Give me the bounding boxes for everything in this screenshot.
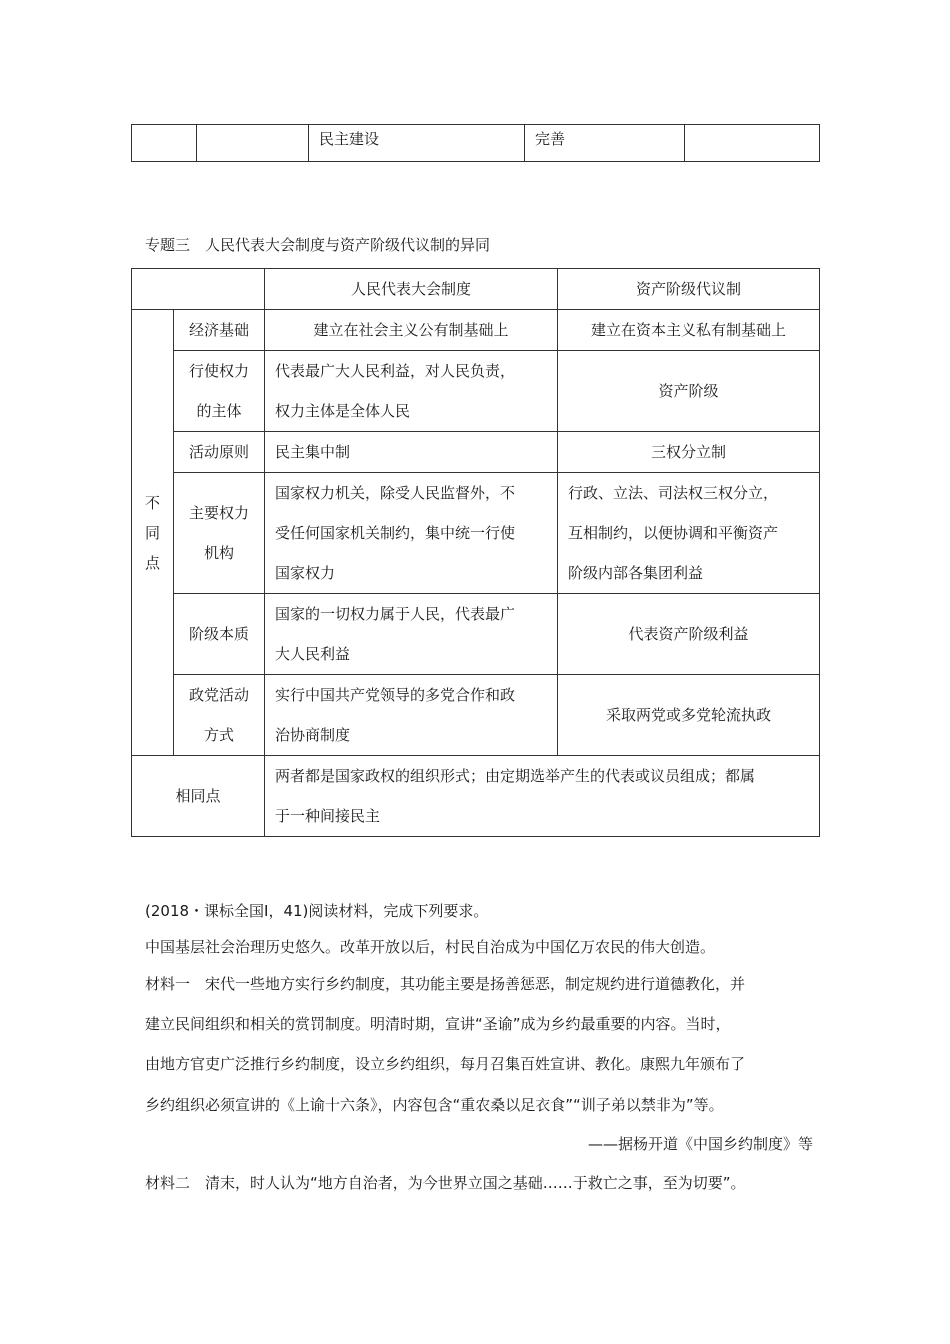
- row-label: [174, 351, 265, 432]
- row-label-line: 活动原则: [188, 443, 249, 461]
- common-label: 相同点: [132, 756, 265, 837]
- common-cell: [265, 756, 820, 837]
- table-row: [132, 675, 820, 756]
- cell-line: 于一种间接民主: [275, 807, 381, 825]
- table-row: [132, 125, 820, 162]
- cell-line: 阶级内部各集团利益: [568, 564, 704, 582]
- table-cell: [685, 125, 820, 162]
- cell-line: 两者都是国家政权的组织形式；由定期选举产生的代表或议员组成；都属: [275, 767, 756, 785]
- table-cell: [197, 125, 309, 162]
- table-row: [132, 432, 820, 473]
- cell-line: 互相制约，以便协调和平衡资产: [568, 524, 779, 542]
- row-label-line: 主要权力: [188, 504, 249, 522]
- cell-line: 采取两党或多党轮流执政: [605, 706, 771, 724]
- table-cell: 民主建设: [309, 125, 525, 162]
- npc-cell: [265, 310, 558, 351]
- row-label: [174, 432, 265, 473]
- bourgeois-cell: [558, 594, 820, 675]
- row-label: [174, 594, 265, 675]
- cell-line: 权力主体是全体人民: [275, 402, 411, 420]
- cell-line: 代表最广大人民利益，对人民负责，: [275, 362, 516, 380]
- cell-line: 代表资产阶级利益: [628, 625, 749, 643]
- npc-cell: [265, 432, 558, 473]
- section-title: 专题三 人民代表大会制度与资产阶级代议制的异同: [145, 236, 491, 254]
- bourgeois-cell: [558, 351, 820, 432]
- table-row: [132, 351, 820, 432]
- cell-line: 国家权力机关，除受人民监督外，不: [275, 484, 516, 502]
- cell-line: 受任何国家机关制约，集中统一行使: [275, 524, 516, 542]
- bourgeois-cell: [558, 432, 820, 473]
- cell-line: 三权分立制: [650, 443, 726, 461]
- material-one-line: 材料一 宋代一些地方实行乡约制度，其功能主要是扬善惩恶，制定规约进行道德教化，并: [145, 975, 746, 993]
- group-label-char: 点: [144, 553, 160, 572]
- table-cell: [132, 125, 197, 162]
- cell-line: 大人民利益: [275, 645, 351, 663]
- cell-line: 建立在资本主义私有制基础上: [590, 321, 786, 339]
- row-label-line: 经济基础: [188, 321, 249, 339]
- table-row: [132, 756, 820, 837]
- material-one-line: 由地方官吏广泛推行乡约制度，设立乡约组织，每月召集百姓宣讲、教化。康熙九年颁布了: [145, 1055, 746, 1073]
- comparison-table: [131, 268, 820, 837]
- npc-cell: [265, 675, 558, 756]
- cell-line: 资产阶级: [658, 382, 719, 400]
- row-label-line: 方式: [203, 726, 234, 744]
- row-label-line: 行使权力: [188, 362, 249, 380]
- row-label: [174, 473, 265, 594]
- cell-line: 行政、立法、司法权三权分立，: [568, 484, 779, 502]
- row-label-line: 阶级本质: [188, 625, 249, 643]
- material-one-line: 建立民间组织和相关的赏罚制度。明清时期，宣讲“圣谕”成为乡约最重要的内容。当时，: [145, 1015, 731, 1033]
- table-row: [132, 594, 820, 675]
- table-header-row: [132, 269, 820, 310]
- material-two-line: 材料二 清末，时人认为“地方自治者，为今世界立国之基础……于救亡之事，至为切要”。: [145, 1174, 746, 1192]
- npc-cell: [265, 473, 558, 594]
- table-row: [132, 473, 820, 594]
- npc-cell: [265, 351, 558, 432]
- row-label-line: 机构: [203, 544, 234, 562]
- npc-cell: [265, 594, 558, 675]
- cell-line: 民主集中制: [275, 443, 351, 461]
- row-label-line: 的主体: [196, 402, 242, 420]
- bourgeois-cell: [558, 675, 820, 756]
- header-bourgeois: 资产阶级代议制: [558, 269, 820, 310]
- table-row: [132, 310, 820, 351]
- header-blank: [132, 269, 265, 310]
- table-cell: 完善: [525, 125, 685, 162]
- header-npc: 人民代表大会制度: [265, 269, 558, 310]
- group-label-char: 不: [144, 493, 160, 512]
- group-label-char: 同: [144, 523, 160, 542]
- top-table: [131, 124, 820, 162]
- bourgeois-cell: [558, 310, 820, 351]
- group-label-differences: [132, 310, 174, 756]
- material-one-line: 乡约组织必须宣讲的《上谕十六条》，内容包含“重农桑以足衣食”“训子弟以禁非为”等。: [145, 1096, 724, 1114]
- row-label: [174, 310, 265, 351]
- question-intro: (2018・课标全国Ⅰ，41)阅读材料，完成下列要求。: [145, 902, 489, 920]
- row-label-line: 政党活动: [188, 686, 249, 704]
- cell-line: 国家权力: [275, 564, 336, 582]
- material-one-source: ——据杨开道《中国乡约制度》等: [587, 1135, 813, 1153]
- cell-line: 治协商制度: [275, 726, 351, 744]
- question-line: 中国基层社会治理历史悠久。改革开放以后，村民自治成为中国亿万农民的伟大创造。: [145, 938, 716, 956]
- cell-line: 建立在社会主义公有制基础上: [313, 321, 509, 339]
- cell-line: 国家的一切权力属于人民，代表最广: [275, 605, 516, 623]
- row-label: [174, 675, 265, 756]
- cell-line: 实行中国共产党领导的多党合作和政: [275, 686, 516, 704]
- bourgeois-cell: [558, 473, 820, 594]
